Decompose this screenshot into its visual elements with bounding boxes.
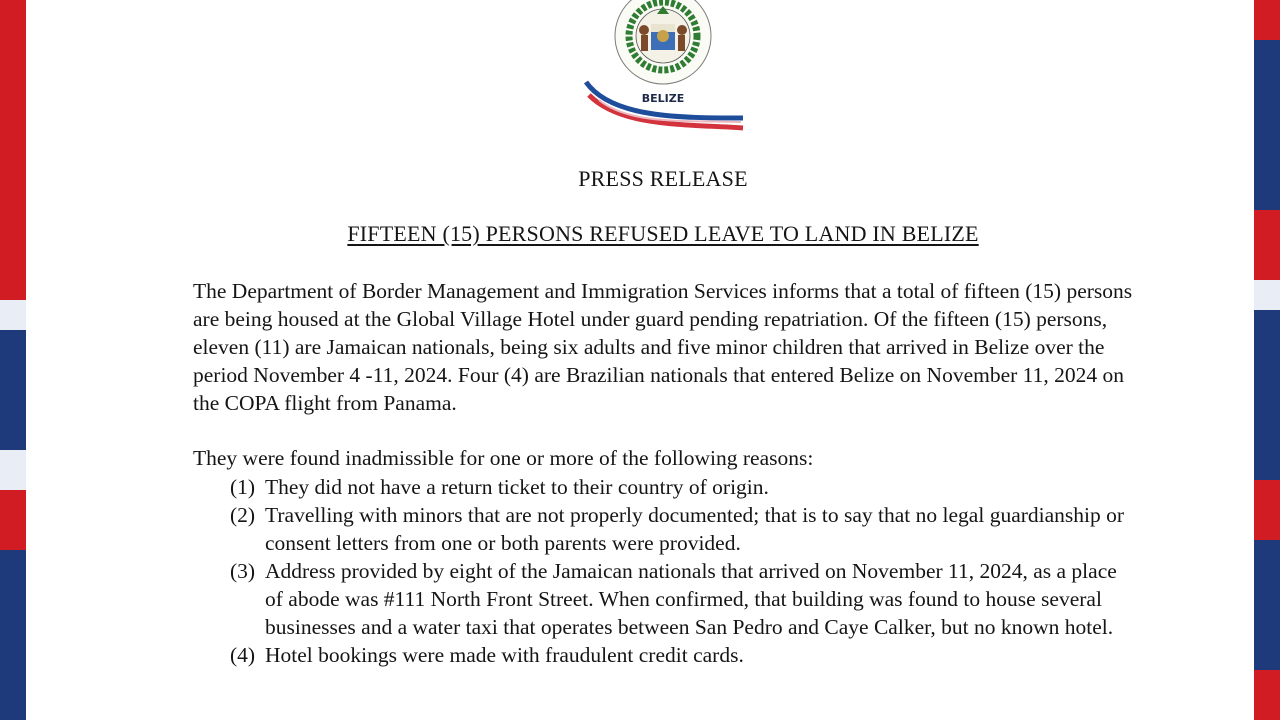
press-release-label: PRESS RELEASE [578, 166, 748, 191]
right-frame-border [1254, 0, 1280, 720]
list-item-text: Travelling with minors that are not properly documented; that is to say that no legal guardianship or consent letters from one or both parents were provided. [265, 503, 1125, 555]
list-item [230, 641, 1130, 669]
list-item-text: Address provided by eight of the Jamaican nationals that arrived on November 11, 2024, as a place of abode was #111 North Front Street. When confirmed, that building was found to house several businesses and a water taxi that operates between San Pedro and Caye Calker, but no known hotel. [265, 559, 1117, 639]
press-release-title: FIFTEEN (15) PERSONS REFUSED LEAVE TO LAND IN BELIZE [347, 221, 979, 246]
list-item [230, 501, 1130, 557]
list-item-text: Hotel bookings were made with fraudulent credit cards. [265, 643, 744, 667]
intro-paragraph: The Department of Border Management and Immigration Services informs that a total of fifteen (15) persons are being housed at the Global Village Hotel under guard pending repatriation. Of the fifteen (15) persons, eleven (11) are Jamaican nationals, being six adults and five minor children that arrived in Belize over the period November 4 -11, 2024. Four (4) are Brazilian nationals that entered Belize on November 11, 2024 on the COPA flight from Panama. [193, 279, 1133, 415]
list-item [230, 473, 1130, 501]
list-item-number: (4) [230, 643, 256, 667]
department-logo [581, 0, 746, 136]
reasons-intro: They were found inadmissible for one or more of the following reasons: [193, 446, 814, 470]
logo-country-text: BELIZE [641, 92, 685, 105]
list-item-number: (3) [230, 559, 256, 583]
list-item-text: They did not have a return ticket to their country of origin. [265, 475, 769, 499]
list-item-number: (2) [230, 503, 256, 527]
list-item-number: (1) [230, 475, 256, 499]
reasons-list [230, 473, 1130, 669]
left-frame-border [0, 0, 26, 720]
list-item [230, 557, 1130, 641]
document-page [26, 0, 1254, 720]
